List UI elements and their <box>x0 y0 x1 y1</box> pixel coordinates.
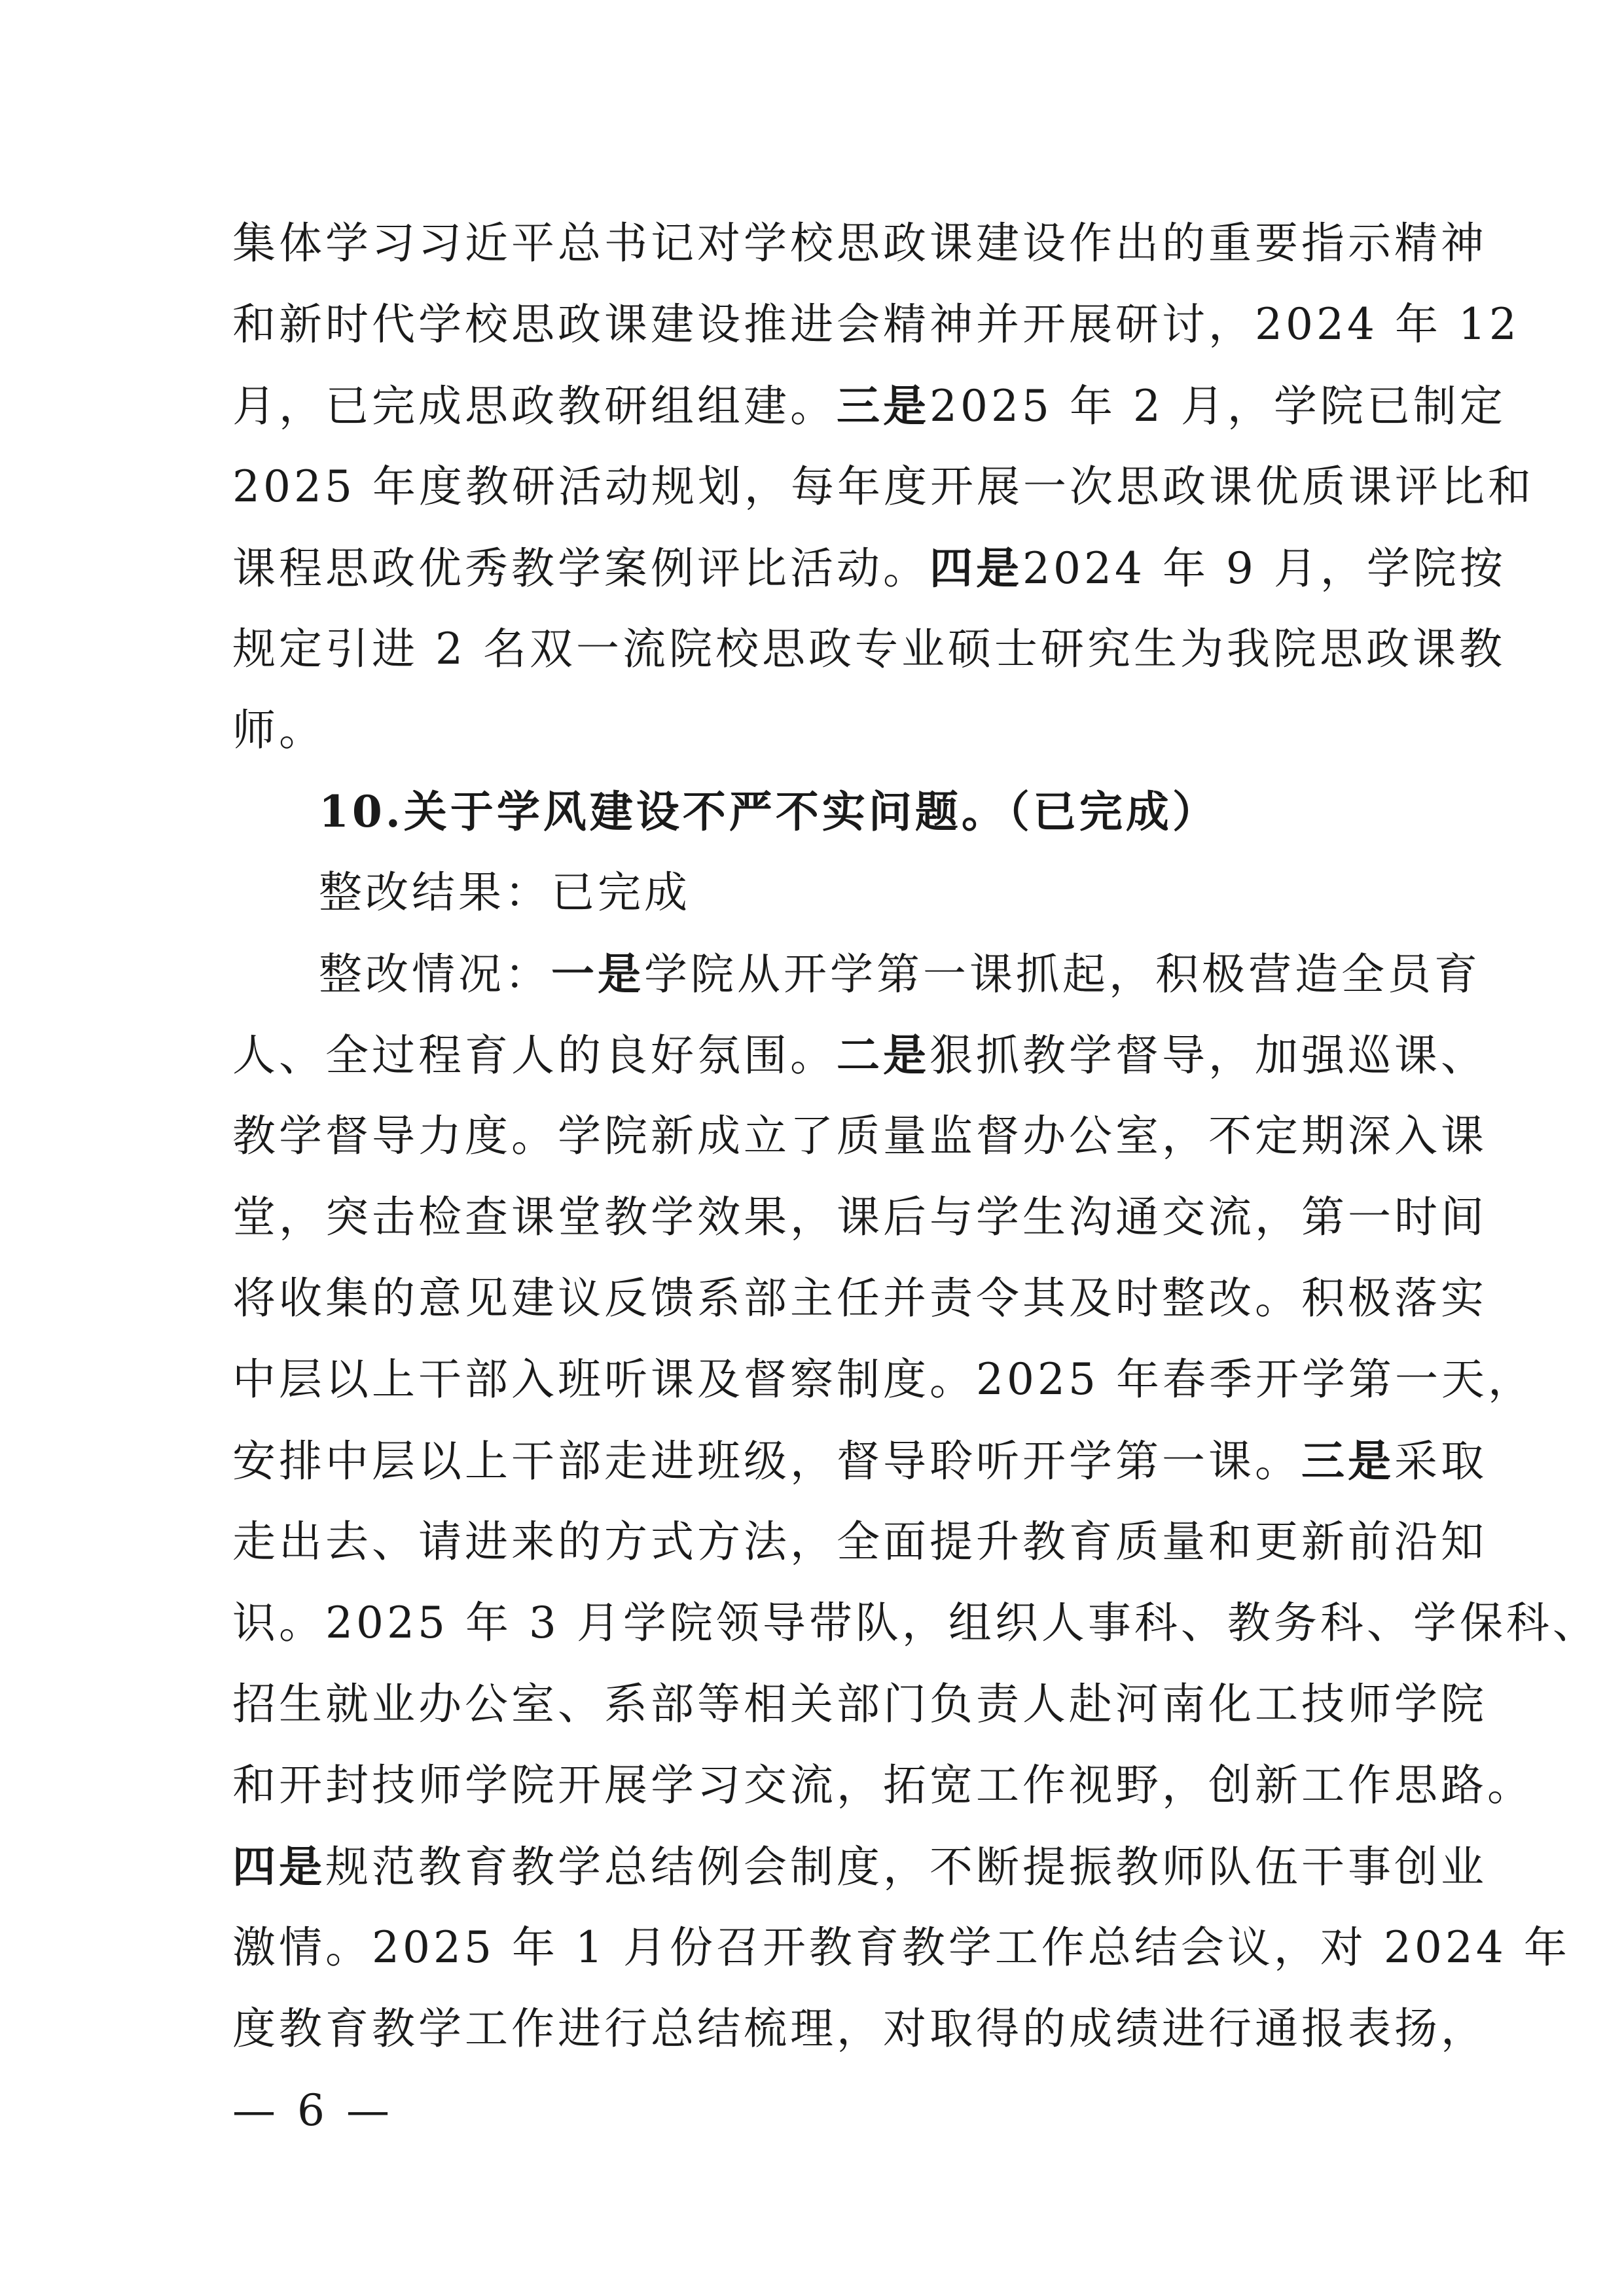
text-run: 月，已完成思政教研组组建。 <box>232 381 837 431</box>
text-line: 识。2025 年 3 月学院领导带队，组织人事科、教务科、学保科、 <box>232 1598 1599 1648</box>
document-body <box>232 203 1599 2070</box>
text-line: 教学督导力度。学院新成立了质量监督办公室，不定期深入课 <box>232 1111 1487 1161</box>
status-label: 整改情况： <box>319 949 551 999</box>
text-line: 走出去、请进来的方式方法，全面提升教育质量和更新前沿知 <box>232 1516 1487 1567</box>
text-line <box>232 1826 1487 1907</box>
text-run: 采取 <box>1394 1436 1487 1486</box>
page-number: — 6 — <box>232 2085 393 2136</box>
text-line <box>232 365 1506 446</box>
text-line: 集体学习习近平总书记对学校思政课建设作出的重要指示精神 <box>232 218 1487 268</box>
text-run: 人、全过程育人的良好氛围。 <box>232 1030 837 1081</box>
result-value: 已完成 <box>551 867 691 918</box>
bold-marker: 二是 <box>837 1030 929 1081</box>
paragraph-continued <box>232 203 1534 771</box>
result-label: 整改结果： <box>319 867 551 918</box>
rectification-result <box>232 852 1404 933</box>
text-run: 课程思政优秀教学案例评比活动。 <box>232 543 929 594</box>
bold-marker: 三是 <box>1301 1435 1394 1486</box>
text-line: 2025 年度教研活动规划，每年度开展一次思政课优质课评比和 <box>232 461 1534 512</box>
text-run: 学院从开学第一课抓起，积极营造全员育 <box>644 949 1481 999</box>
text-line: 和开封技师学院开展学习交流，拓宽工作视野，创新工作思路。 <box>232 1760 1534 1810</box>
bold-marker: 四是 <box>929 543 1022 594</box>
text-line: 中层以上干部入班听课及督察制度。2025 年春季开学第一天， <box>232 1354 1534 1405</box>
bold-marker: 三是 <box>837 380 929 431</box>
text-line: 招生就业办公室、系部等相关部门负责人赴河南化工技师学院 <box>232 1679 1487 1729</box>
text-line: 激情。2025 年 1 月份召开教育教学工作总结会议，对 2024 年 <box>232 1922 1570 1973</box>
text-line <box>232 1014 1487 1096</box>
text-line: 将收集的意见建议反馈系部主任并责令其及时整改。积极落实 <box>232 1273 1487 1323</box>
section-10 <box>232 771 1599 2070</box>
text-line: 堂，突击检查课堂教学效果，课后与学生沟通交流，第一时间 <box>232 1192 1487 1242</box>
text-run: 安排中层以上干部走进班级，督导聆听开学第一课。 <box>232 1436 1301 1486</box>
text-run: 2024 年 9 月，学院按 <box>1022 543 1506 594</box>
section-heading: 10.关于学风建设不严不实问题。（已完成） <box>319 786 1219 837</box>
text-run: 规范教育教学总结例会制度，不断提振教师队伍干事创业 <box>325 1842 1487 1892</box>
text-run: 2025 年 2 月，学院已制定 <box>929 381 1506 431</box>
text-line <box>232 933 1481 1014</box>
bold-marker: 四是 <box>232 1841 325 1892</box>
text-line <box>232 528 1506 609</box>
bold-marker: 一是 <box>551 948 644 999</box>
text-line: 度教育教学工作进行总结梳理，对取得的成绩进行通报表扬， <box>232 2003 1487 2054</box>
text-line: 师。 <box>232 705 325 755</box>
text-line <box>232 1420 1487 1501</box>
text-run: 狠抓教学督导，加强巡课、 <box>929 1030 1487 1081</box>
text-line: 规定引进 2 名双一流院校思政专业硕士研究生为我院思政课教 <box>232 624 1506 674</box>
text-line: 和新时代学校思政课建设推进会精神并开展研讨，2024 年 12 <box>232 299 1520 350</box>
